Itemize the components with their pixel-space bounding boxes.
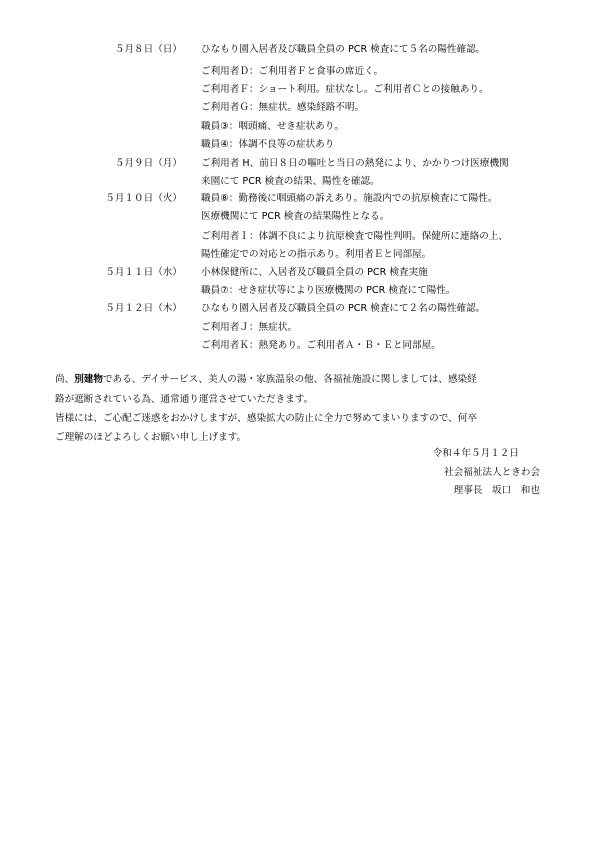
entry-date: ５月１２日（木） xyxy=(105,303,182,314)
notice-line-4: ご理解のほどよろしくお願い申し上げます。 xyxy=(55,432,247,443)
issue-date: 令和４年５月１２日 xyxy=(432,448,519,459)
entry-line: ご利用者Ｇ：無症状。感染経路不明。 xyxy=(201,102,365,113)
entry-date: ５月９日（月） xyxy=(114,158,182,169)
entry-line: 医療機関にて PCR 検査の結果陽性となる。 xyxy=(201,211,390,222)
entry-line: ご利用者Ｄ：ご利用者Ｆと食事の席近く。 xyxy=(201,66,384,77)
notice-line-1 xyxy=(55,370,545,390)
organization-name: 社会福祉法人ときわ会 xyxy=(444,467,540,478)
entry-date: ５月１０日（火） xyxy=(105,193,182,204)
entry-line: ご利用者 H、前日８日の嘔吐と当日の熱発により、かかりつけ医療機関 xyxy=(201,158,509,169)
entry-line: 小林保健所に、入居者及び職員全員の PCR 検査実施 xyxy=(201,267,428,278)
notice-emphasis: 別建物 xyxy=(74,374,103,385)
notice-text: である、デイサービス、美人の湯・家族温泉の他、各福祉施設に関しましては、感染経 xyxy=(102,374,477,385)
entry-line: 来園にて PCR 検査の結果、陽性を確認。 xyxy=(201,176,380,187)
entry-line: 職員④：体調不良等の症状あり xyxy=(201,139,335,150)
entry-line: ひなもり園入居者及び職員全員の PCR 検査にて５名の陽性確認。 xyxy=(201,44,486,55)
entry-line: 陽性確定での対応との指示あり。利用者Ｅと同部屋。 xyxy=(201,249,432,260)
entry-line: ご利用者Ｋ：熱発あり。ご利用者Ａ・Ｂ・Ｅと同部屋。 xyxy=(201,340,441,351)
entry-line: ひなもり園入居者及び職員全員の PCR 検査にて２名の陽性確認。 xyxy=(201,303,486,314)
notice-prefix: 尚、 xyxy=(55,374,75,385)
entry-line: ご利用者Ｉ：体調不良により抗原検査で陽性判明。保健所に連絡の上、 xyxy=(201,231,508,242)
entry-line: ご利用者Ｊ：無症状。 xyxy=(201,322,297,333)
entry-date: ５月１１日（水） xyxy=(105,267,182,278)
entry-line: ご利用者Ｆ：ショート利用。症状なし。ご利用者Ｃとの接触あり。 xyxy=(201,84,489,95)
representative-name: 理事長 坂口 和也 xyxy=(453,485,540,496)
entry-line: 職員⑧：勤務後に咽頭痛の訴えあり。施設内での抗原検査にて陽性。 xyxy=(201,193,498,204)
notice-line-2: 路が遮断されている為、通常通り運営させていただきます。 xyxy=(55,394,314,405)
entry-line: 職員③：咽頭痛、せき症状あり。 xyxy=(201,121,344,132)
entry-line: 職員⑦：せき症状等により医療機関の PCR 検査にて陽性。 xyxy=(201,285,456,296)
entry-date: ５月８日（日） xyxy=(114,44,182,55)
notice-line-3: 皆様には、ご心配ご迷惑をおかけしますが、感染拡大の防止に全力で努めてまいりますので、何卒 xyxy=(55,413,477,424)
